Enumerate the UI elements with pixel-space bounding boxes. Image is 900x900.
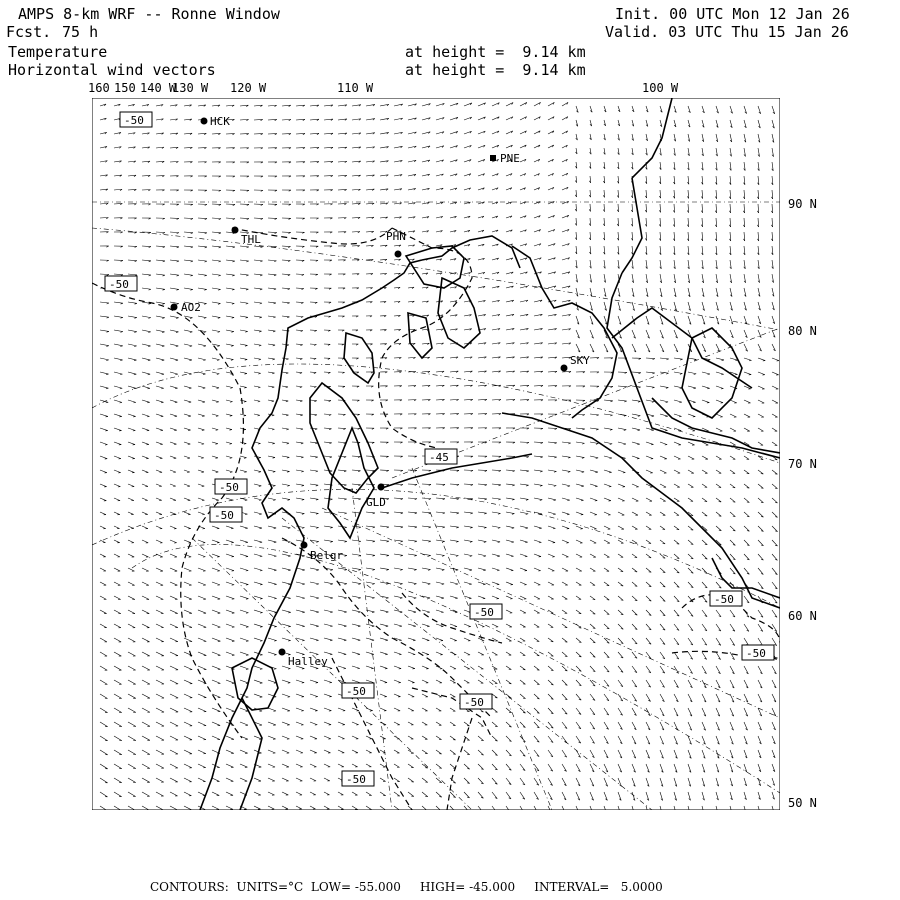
lon-label-130w: 130 W <box>172 81 209 95</box>
lon-label-140w: 140 W <box>140 81 177 95</box>
forecast-value: 75 h <box>62 23 99 41</box>
lon-label-110w: 110 W <box>337 81 374 95</box>
weather-map <box>92 98 780 810</box>
forecast-label: Fcst. <box>6 23 52 41</box>
init-time: Init. 00 UTC Mon 12 Jan 26 <box>615 5 850 23</box>
lon-label-100w: 100 W <box>642 81 679 95</box>
lon-label-160: 160 <box>88 81 110 95</box>
height-temperature: at height = 9.14 km <box>405 43 586 61</box>
lat-label-70n: 70 N <box>788 457 817 471</box>
lat-label-50n: 50 N <box>788 796 817 810</box>
valid-time: Valid. 03 UTC Thu 15 Jan 26 <box>605 23 849 41</box>
lat-label-80n: 80 N <box>788 324 817 338</box>
lat-label-60n: 60 N <box>788 609 817 623</box>
model-title: AMPS 8-km WRF -- Ronne Window <box>18 5 280 23</box>
field-wind: Horizontal wind vectors <box>8 61 216 79</box>
field-temperature: Temperature <box>8 43 108 61</box>
lat-label-90n: 90 N <box>788 197 817 211</box>
lon-label-150: 150 <box>114 81 136 95</box>
height-wind: at height = 9.14 km <box>405 61 586 79</box>
lon-label-120w: 120 W <box>230 81 267 95</box>
